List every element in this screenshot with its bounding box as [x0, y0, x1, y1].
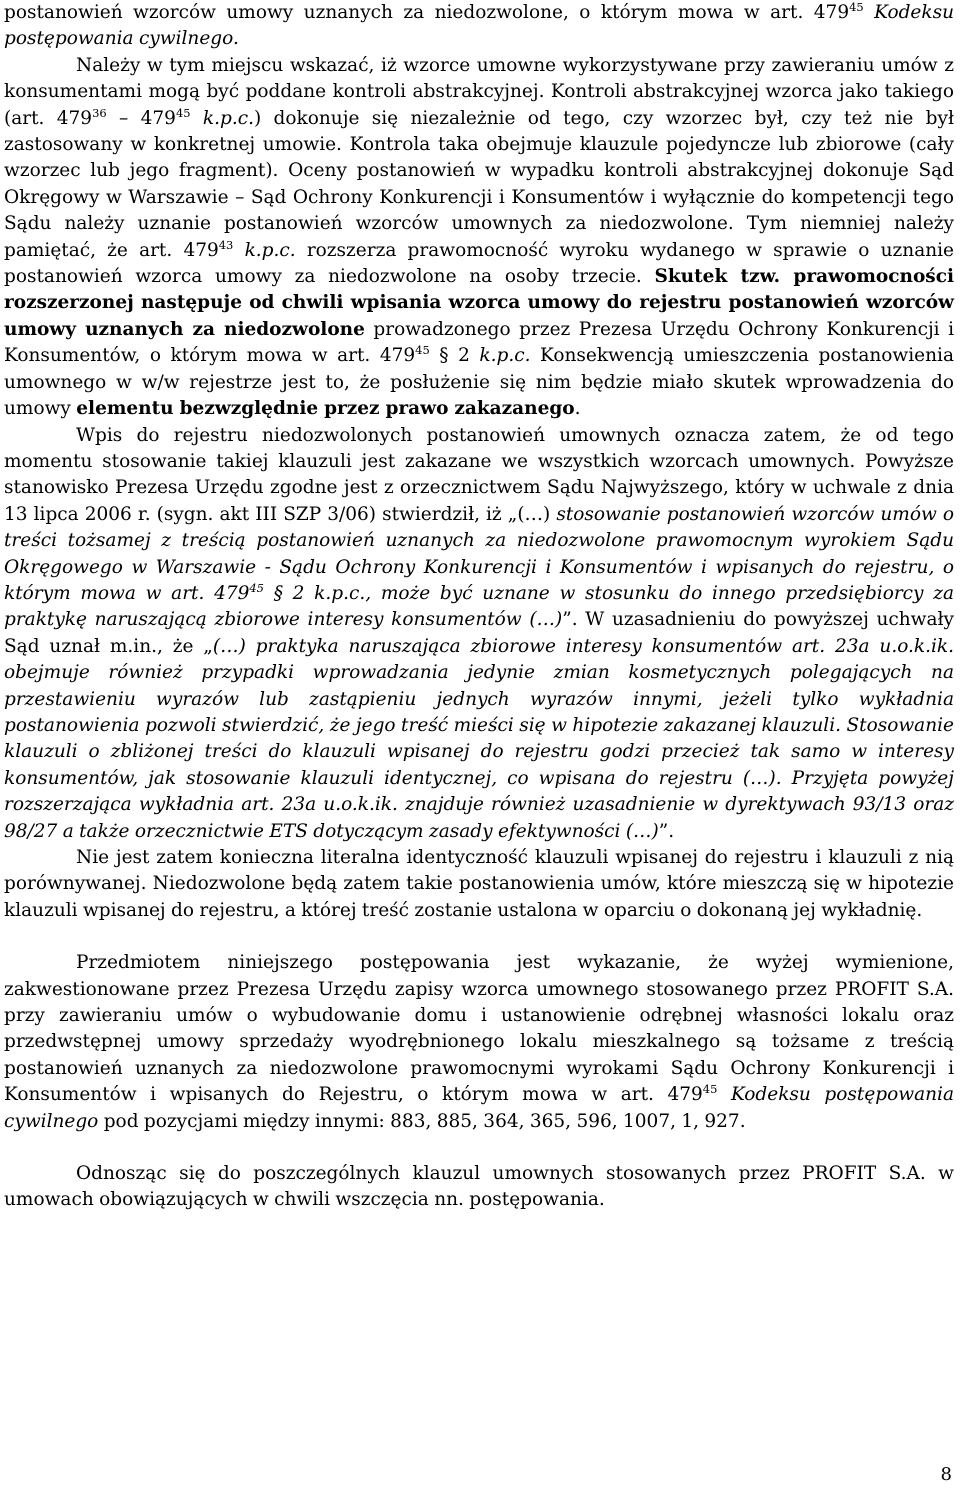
text-run: Kodeksu postępowania cywilnego	[4, 1084, 954, 1132]
text-run: 45	[249, 580, 264, 595]
paragraph-6	[4, 1161, 954, 1214]
text-run: Wpis do rejestru niedozwolonych postanowień umownych oznacza zatem, że od tego momentu stosowanie takiej klauzuli jest zakazane we wszystkich wzorcach umownych. Powyższe stanowisko Prezesa Urzędu zgodne jest z orzecznictwem Sądu Najwyższego, który w uchwale z dnia 13 lipca 2006 r. (sygn. akt III SZP 3/06) stwierdził, iż „(…)	[4, 424, 954, 525]
text-run: 45	[415, 343, 430, 358]
text-run: Konsekwencją umieszczenia postanowienia umownego w w/w rejestrze jest to, że posłużenie się nim będzie miało skutek wprowadzenia do umowy	[4, 345, 954, 420]
paragraph-spacer	[4, 1135, 954, 1161]
text-run: .	[574, 398, 581, 420]
text-run: Odnosząc się do poszczególnych klauzul umownych stosowanych przez PROFIT S.A. w umowach obowiązujących w chwili wszczęcia nn. postępowania.	[4, 1163, 954, 1211]
text-run: ”. W uzasadnieniu do powyższej uchwały Sąd uznał m.in., że „	[4, 609, 954, 657]
document-page	[4, 0, 954, 1214]
text-run: ) dokonuje się niezależnie od tego, czy wzorzec był, czy też nie był zastosowany w konkretnej umowie. Kontrola taka obejmuje klauzule pojedyncze lub zbiorowe (cały wzorzec lub jego fragment). Oceny postanowień w wypadku kontroli abstrakcyjnej dokonuje Sąd Okręgowy w Warszawie – Sąd Ochrony Konkurencji i Konsumentów i wyłącznie do kompetencji tego Sądu należy uznanie postanowień wzorców umownych za niedozwolone. Tym niemniej należy pamiętać, że art. 479	[4, 107, 954, 261]
text-run: k.p.c.	[244, 239, 296, 261]
text-run: stosowanie postanowień wzorców umów o treści tożsamej z treścią postanowień uznanych za niedozwolone prawomocnym wyrokiem Sądu Okręgowego w Warszawie - Sądu Ochrony Konkurencji i Konsumentów i wpisanych do rejestru, o którym mowa w art. 479	[4, 503, 954, 604]
text-run: postanowień wzorców umowy uznanych za niedozwolone, o którym mowa w art. 479	[4, 2, 850, 23]
text-run: k.p.c.	[202, 107, 254, 129]
paragraph-3	[4, 423, 954, 846]
text-run: rozszerza prawomocność wyroku wydanego w sprawie o uznanie postanowień wzorca umowy za niedozwolone na osoby trzecie.	[4, 239, 954, 288]
text-run: Należy w tym miejscu wskazać, iż wzorce umowne wykorzystywane przy zawieraniu umów z konsumentami mogą być poddane kontroli abstrakcyjnej. Kontroli abstrakcyjnej wzorca jako takiego (art. 479	[4, 54, 954, 129]
text-run: 43	[218, 237, 234, 252]
paragraph-5	[4, 950, 954, 1135]
text-run: Skutek tzw. prawomocności rozszerzonej następuje od chwili wpisania wzorca umowy do rejestru postanowień wzorców umowy uznanych za niedozwolone	[4, 266, 954, 340]
text-run: Przedmiotem niniejszego postępowania jest wykazanie, że wyżej wymienione, zakwestionowane przez Prezesa Urzędu zapisy wzorca umownego stosowanego przez PROFIT S.A. przy zawieraniu umów o wybudowanie domu i ustanowienie odrębnej własności lokalu oraz przedwstępnej umowy sprzedaży wyodrębnionego lokalu mieszkalnego są tożsame z treścią postanowień uznanych za niedozwolone prawomocnymi wyrokami Sądu Ochrony Konkurencji i Konsumentów i wpisanych do Rejestru, o którym mowa w art. 479	[4, 952, 954, 1106]
paragraph-spacer	[4, 924, 954, 950]
text-run: 45	[702, 1082, 718, 1097]
paragraph-1	[4, 0, 954, 53]
text-run	[717, 1084, 731, 1105]
text-run: prowadzonego przez Prezesa Urzędu Ochrony Konkurencji i Konsumentów, o którym mowa w art. 479	[4, 318, 955, 367]
text-run: (…) praktyka naruszająca zbiorowe interesy konsumentów art. 23a u.o.k.ik. obejmuje również przypadki wprowadzania jedynie zmian kosmetycznych polegających na przestawieniu wyrazów lub zastąpieniu jednych wyrazów innymi, jeżeli tylko wykładnia postanowienia pozwoli stwierdzić, że jego treść mieści się w hipotezie zakazanej klauzuli. Stosowanie klauzuli o zbliżonej treści do klauzuli wpisanej do rejestru godzi przecież tak samo w interesy konsumentów, jak stosowanie klauzuli identycznej, co wpisana do rejestru (…). Przyjęta powyżej rozszerzająca wykładnia art. 23a u.o.k.ik. znajduje również uzasadnienie w dyrektywach 93/13 oraz 98/27 a także orzecznictwie ETS dotyczącym zasady efektywności (…)	[4, 635, 954, 842]
text-run: k.p.c.	[479, 345, 531, 367]
text-run: Nie jest zatem konieczna literalna identyczność klauzuli wpisanej do rejestru i klauzuli z nią porównywanej. Niedozwolone będą zatem takie postanowienia umów, które mieszczą się w hipotezie klauzuli wpisanej do rejestru, a której treść zostanie ustalona w oparciu o dokonaną jej wykładnię.	[4, 847, 954, 921]
text-run: 45	[175, 105, 191, 120]
text-run	[233, 240, 244, 261]
paragraph-4	[4, 845, 954, 924]
text-run: pod pozycjami między innymi: 883, 885, 364, 365, 596, 1007, 1, 927.	[98, 1110, 746, 1132]
paragraph-2	[4, 53, 954, 423]
text-run: 45	[849, 0, 864, 14]
text-run: – 479	[106, 107, 176, 129]
text-run	[191, 108, 203, 129]
text-run: elementu bezwzględnie przez prawo zakazanego	[76, 398, 575, 420]
text-run: § 2 k.p.c., może być uznane w stosunku do innego przedsiębiorcy za praktykę naruszającą zbiorowe interesy konsumentów (…)	[4, 582, 954, 631]
page-number: 8	[940, 1464, 952, 1485]
text-run: § 2	[429, 345, 480, 367]
text-run: 36	[92, 105, 107, 120]
text-run: Kodeksu postępowania cywilnego.	[4, 2, 954, 50]
text-run	[864, 2, 874, 23]
text-run: ”.	[658, 820, 675, 842]
